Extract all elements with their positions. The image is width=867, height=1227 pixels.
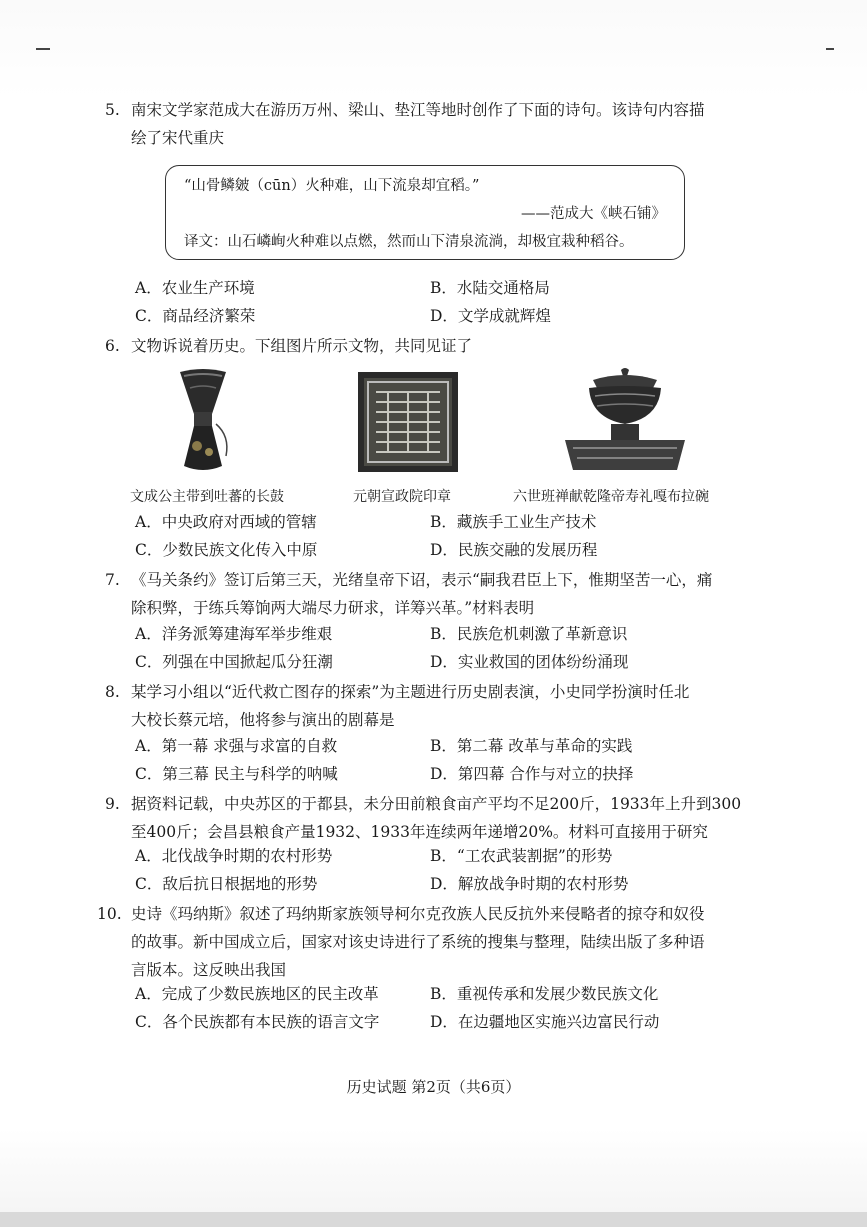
option-b[interactable]: B．重视传承和发展少数民族文化 [430,985,659,1003]
seal-image [358,372,458,472]
kapala-bowl-image [563,366,687,470]
option-d[interactable]: D．文学成就辉煌 [430,307,551,325]
option-b[interactable]: B．“工农武装割据”的形势 [430,847,613,865]
caption-seal: 元朝宣政院印章 [353,489,451,505]
question-7 [105,566,755,622]
option-d[interactable]: D．第四幕 合作与对立的抉择 [430,765,634,783]
bottom-strip [0,1212,867,1227]
option-c[interactable]: C．敌后抗日根据地的形势 [135,875,318,893]
page-footer: 历史试题 第2页（共6页） [346,1078,521,1096]
corner-mark-right [826,48,834,50]
question-stem: 据资料记载，中央苏区的于都县，未分田前粮食亩产平均不足200斤，1933年上升到300 [131,795,742,813]
poem-translation: 译文：山石嶙峋火种难以点燃，然而山下清泉流淌，却极宜栽种稻谷。 [184,234,634,250]
options-q5 [135,274,755,330]
option-a[interactable]: A．完成了少数民族地区的民主改革 [135,985,379,1003]
question-number: 5. [105,101,120,119]
question-stem: 南宋文学家范成大在游历万州、梁山、垫江等地时创作了下面的诗句。该诗句内容描 [131,101,705,119]
question-10 [97,900,757,984]
poem-quote-box [165,165,685,260]
question-stem: 《马关条约》签订后第三天，光绪皇帝下诏，表示“嗣我君臣上下，惟期坚苦一心，痛 [131,571,713,589]
option-c[interactable]: C．商品经济繁荣 [135,307,256,325]
question-number: 8. [105,683,120,701]
question-9 [105,790,755,846]
question-stem-continued: 大校长蔡元培，他将参与演出的剧幕是 [131,711,395,729]
option-b[interactable]: B．藏族手工业生产技术 [430,513,597,531]
option-c[interactable]: C．少数民族文化传入中原 [135,541,318,559]
long-drum-image [172,366,234,478]
question-number: 7. [105,571,120,589]
question-stem-continued: 除积弊，于练兵筹饷两大端尽力研求，详筹兴革。”材料表明 [131,599,535,617]
option-a[interactable]: A．第一幕 求强与求富的自救 [135,737,338,755]
option-a[interactable]: A．洋务派筹建海军举步维艰 [135,625,333,643]
poem-line: “山骨鳞皴（cūn）火种难，山下流泉却宜稻。” [184,178,480,194]
question-8 [105,678,755,734]
option-a[interactable]: A．农业生产环境 [135,279,255,297]
options-q6 [135,508,755,564]
option-d[interactable]: D．实业救国的团体纷纷涌现 [430,653,629,671]
option-b[interactable]: B．民族危机刺激了革新意识 [430,625,628,643]
question-number: 9. [105,795,120,813]
option-c[interactable]: C．列强在中国掀起瓜分狂潮 [135,653,333,671]
question-number: 6. [105,337,120,355]
option-d[interactable]: D．解放战争时期的农村形势 [430,875,629,893]
options-q7 [135,620,755,676]
option-a[interactable]: A．中央政府对西域的管辖 [135,513,317,531]
option-d[interactable]: D．在边疆地区实施兴边富民行动 [430,1013,660,1031]
option-a[interactable]: A．北伐战争时期的农村形势 [135,847,333,865]
question-number: 10. [97,905,122,923]
question-5 [105,96,755,152]
caption-long-drum: 文成公主带到吐蕃的长鼓 [130,489,284,505]
option-b[interactable]: B．水陆交通格局 [430,279,550,297]
question-stem: 文物诉说着历史。下组图片所示文物，共同见证了 [131,337,473,355]
question-stem-continued: 的故事。新中国成立后，国家对该史诗进行了系统的搜集与整理，陆续出版了多种语 [131,933,705,951]
options-q10 [135,980,755,1036]
question-stem-continued: 绘了宋代重庆 [131,129,225,147]
caption-kapala-bowl: 六世班禅献乾隆帝寿礼嘎布拉碗 [513,489,709,505]
option-c[interactable]: C．各个民族都有本民族的语言文字 [135,1013,380,1031]
question-stem-continued: 至400斤；会昌县粮食产量1932、1933年连续两年递增20%。材料可直接用于研究 [131,823,708,841]
question-stem: 史诗《玛纳斯》叙述了玛纳斯家族领导柯尔克孜族人民反抗外来侵略者的掠夺和奴役 [131,905,705,923]
question-6 [105,332,755,360]
option-b[interactable]: B．第二幕 改革与革命的实践 [430,737,633,755]
option-c[interactable]: C．第三幕 民主与科学的呐喊 [135,765,338,783]
option-d[interactable]: D．民族交融的发展历程 [430,541,598,559]
question-stem-continued: 言版本。这反映出我国 [131,961,287,979]
options-q9 [135,842,755,898]
poem-source: ——范成大《峡石铺》 [521,206,666,222]
options-q8 [135,732,755,788]
corner-mark-left [36,48,50,50]
question-stem: 某学习小组以“近代救亡图存的探索”为主题进行历史剧表演，小史同学扮演时任北 [131,683,690,701]
